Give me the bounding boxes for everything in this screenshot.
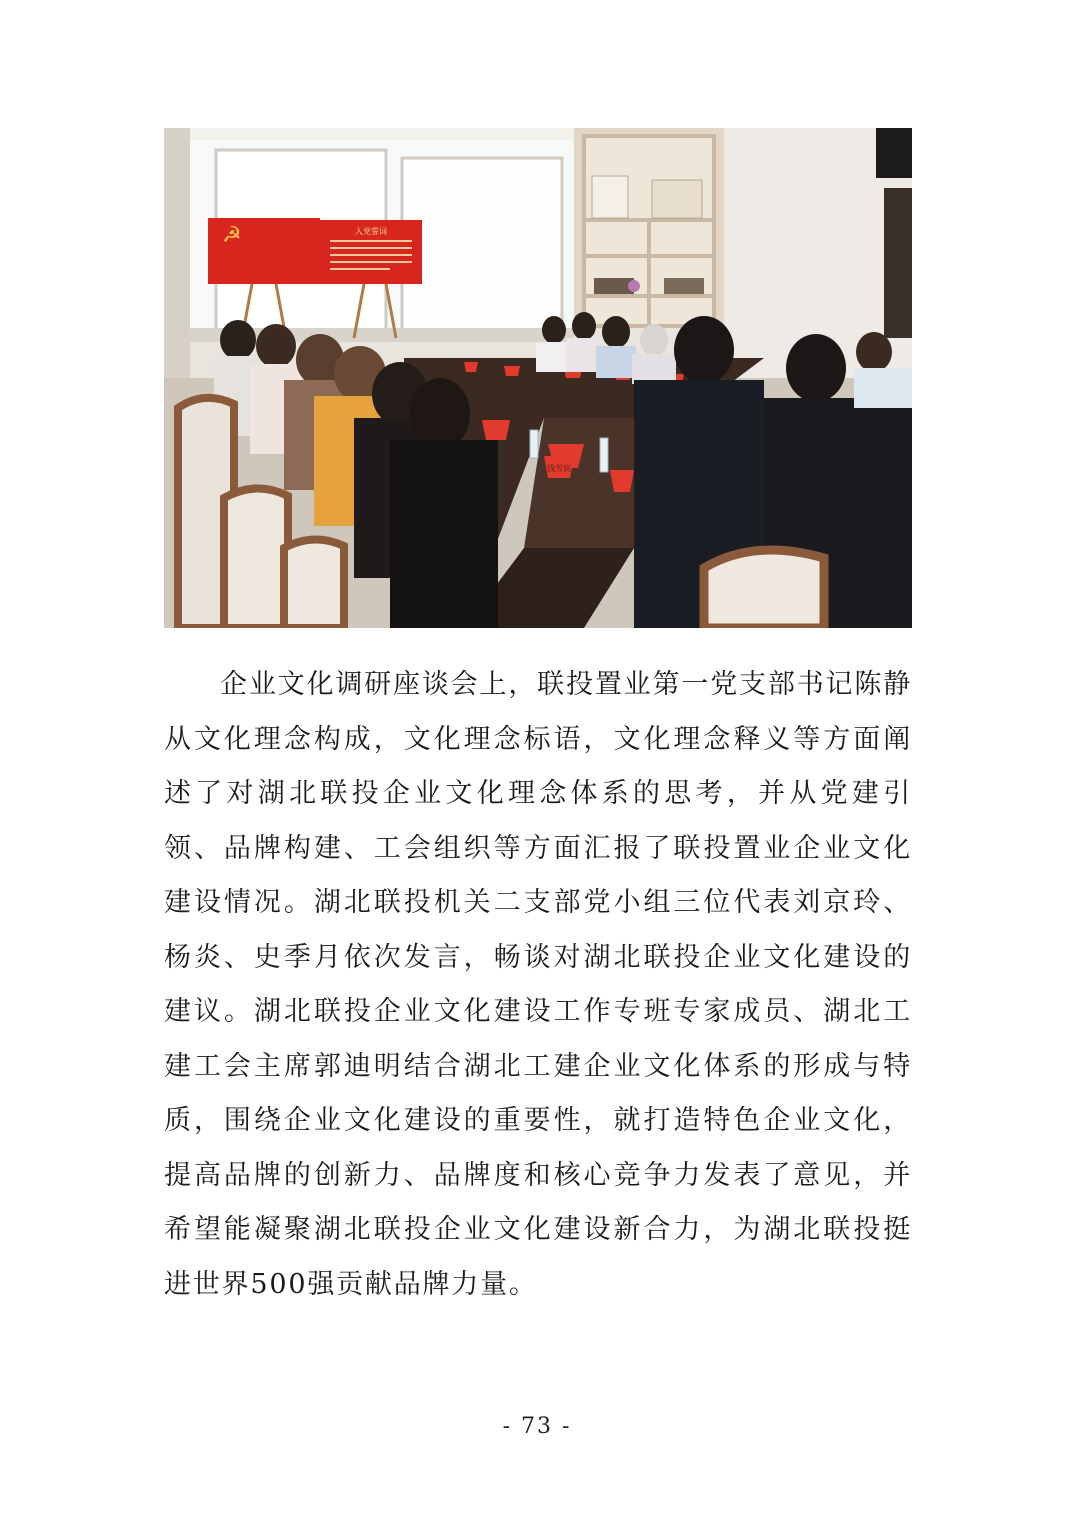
meeting-photo: [164, 128, 912, 628]
body-paragraph: 企业文化调研座谈会上，联投置业第一党支部书记陈静从文化理念构成，文化理念标语，文化理念释义等方面阐述了对湖北联投企业文化理念体系的思考，并从党建引领、品牌构建、工会组织等方面汇报了联投置业企业文化建设情况。湖北联投机关二支部党小组三位代表刘京玲、杨炎、史季月依次发言，畅谈对湖北联投企业文化建设的建议。湖北联投企业文化建设工作专班专家成员、湖北工建工会主席郭迪明结合湖北工建企业文化体系的形成与特质，围绕企业文化建设的重要性，就打造特色企业文化，提高品牌的创新力、品牌度和核心竞争力发表了意见，并希望能凝聚湖北联投企业文化建设新合力，为湖北联投挺进世界500强贡献品牌力量。: [164, 669, 912, 1300]
svg-text:☭: ☭: [222, 223, 242, 248]
page-number: - 73 -: [502, 1414, 572, 1439]
name-card: [544, 456, 574, 478]
svg-text:钱雪宸: 钱雪宸: [547, 464, 571, 473]
board-title: 入党誓词: [355, 227, 387, 236]
